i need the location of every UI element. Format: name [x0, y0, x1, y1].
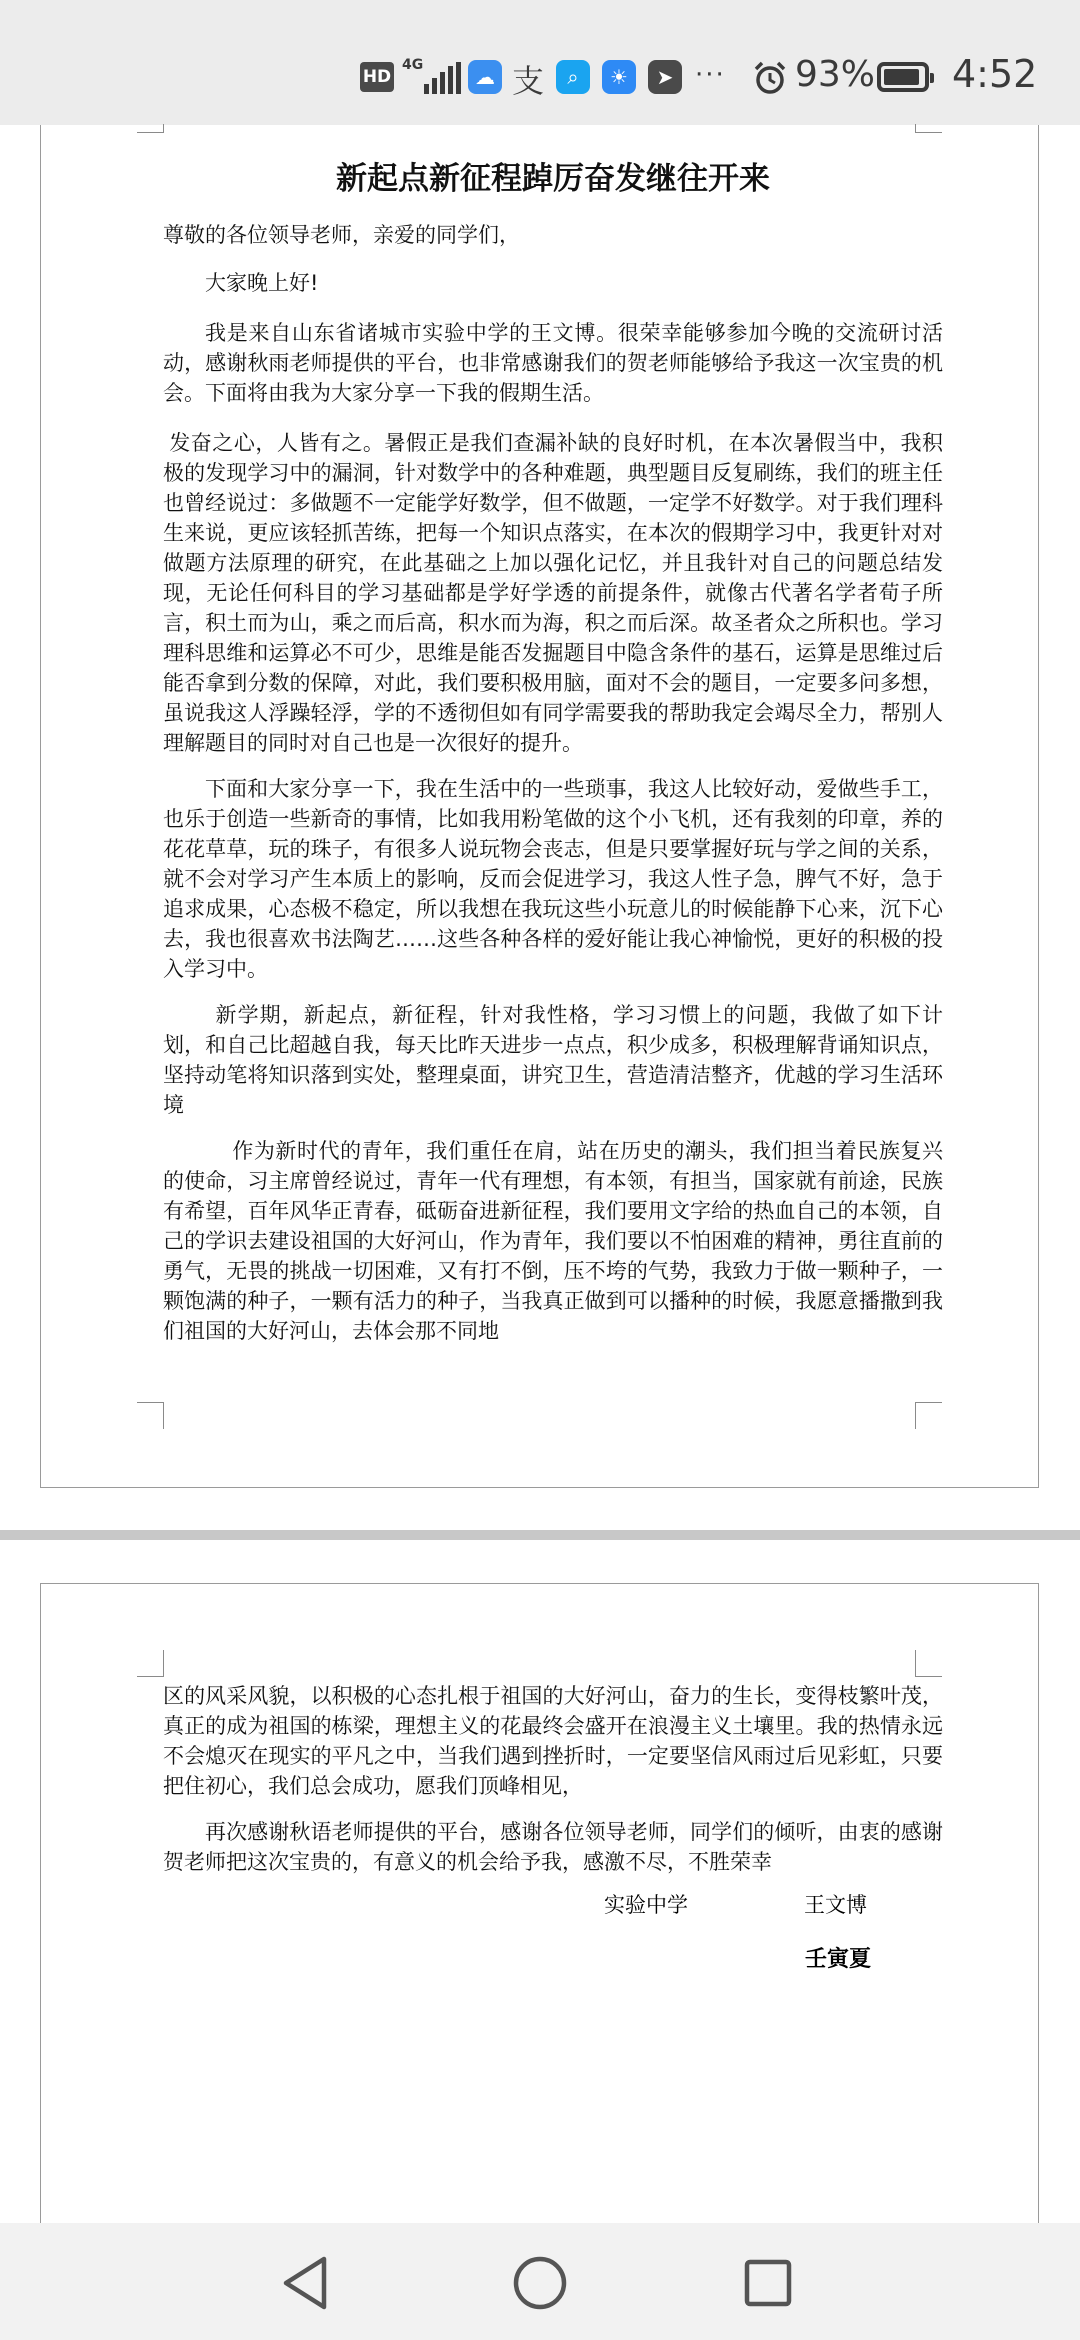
- document-page-1[interactable]: [40, 125, 1039, 1488]
- navigation-bar: [0, 2223, 1080, 2340]
- page-1-content: [163, 135, 943, 1346]
- page-2-content: [163, 1681, 943, 1877]
- status-bar: [0, 0, 1080, 125]
- opening-paragraph: 大家晚上好!: [205, 271, 319, 295]
- cloud-icon: ☁: [468, 60, 502, 94]
- search-app-icon: ⌕: [556, 60, 590, 94]
- alarm-icon: [752, 60, 788, 96]
- battery-percent: 93%: [795, 54, 876, 95]
- body-paragraph: 下面和大家分享一下，我在生活中的一些琐事，我这人比较好动，爱做些手工，也乐于创造一些新奇的事情，比如我用粉笔做的这个小飞机，还有我刻的印章，养的花花草草，玩的珠子，有很多人说玩物会丧志，但是只要掌握好玩与学之间的关系，就不会对学习产生本质上的影响，反而会促进学习，我这人性子急，脾气不好，急于追求成果，心态极不稳定，所以我想在我玩这些小玩意儿的时候能静下心来，沉下心去，我也很喜欢书法陶艺……这些各种各样的爱好能让我心神愉悦，更好的积极的投入学习中。: [163, 777, 943, 981]
- body-paragraph: 我是来自山东省诸城市实验中学的王文博。很荣幸能够参加今晚的交流研讨活动，感谢秋雨老师提供的平台，也非常感谢我们的贺老师能够给予我这一次宝贵的机会。下面将由我为大家分享一下我的假期生活。: [163, 321, 943, 405]
- body-paragraph: 新学期，新起点，新征程，针对我性格，学习习惯上的问题，我做了如下计划，和自己比超越自我，每天比昨天进步一点点，积少成多，积极理解背诵知识点，坚持动笔将知识落到实处，整理桌面，讲究卫生，营造清洁整齐，优越的学习生活环境: [163, 1003, 943, 1117]
- home-icon[interactable]: [500, 2243, 580, 2323]
- alipay-icon: 支: [512, 62, 545, 100]
- recents-icon[interactable]: [728, 2243, 808, 2323]
- body-paragraph: 区的风采风貌，以积极的心态扎根于祖国的大好河山，奋力的生长，变得枝繁叶茂，真正的成为祖国的栋梁，理想主义的花最终会盛开在浪漫主义土壤里。我的热情永远不会熄灭在现实的平凡之中，当我们遇到挫折时，一定要坚信风雨过后见彩虹，只要把住初心，我们总会成功，愿我们顶峰相见，: [163, 1684, 943, 1798]
- body-paragraph: 发奋之心，人皆有之。暑假正是我们查漏补缺的良好时机，在本次暑假当中，我积极的发现学习中的漏洞，针对数学中的各种难题，典型题目反复刷练，我们的班主任也曾经说过：多做题不一定能学好数学，但不做题，一定学不好数学。对于我们理科生来说，更应该轻抓苦练，把每一个知识点落实，在本次的假期学习中，我更针对对做题方法原理的研究，在此基础之上加以强化记忆，并且我针对自己的问题总结发现，无论任何科目的学习基础都是学好学透的前提条件，就像古代著名学者荀子所言，积土而为山，乘之而后高，积水而为海，积之而后深。故圣者众之所积也。学习理科思维和运算必不可少，思维是能否发掘题目中隐含条件的基石，运算是思维过后能否拿到分数的保障，对此，我们要积极用脑，面对不会的题目，一定要多问多想，虽说我这人浮躁轻浮，学的不透彻但如有同学需要我的帮助我定会竭尽全力，帮别人理解题目的同时对自己也是一次很好的提升。: [163, 431, 943, 755]
- body-paragraph: 作为新时代的青年，我们重任在肩，站在历史的潮头，我们担当着民族复兴的使命，习主席曾经说过，青年一代有理想，有本领，有担当，国家就有前途，民族有希望，百年风华正青春，砥砺奋进新征程，我们要用文字给的热血自己的本领，自己的学识去建设祖国的大好河山，作为青年，我们要以不怕困难的精神，勇往直前的勇气，无畏的挑战一切困难，又有打不倒，压不垮的气势，我致力于做一颗种子，一颗饱满的种子，一颗有活力的种子，当我真正做到可以播种的时候，我愿意播撒到我们祖国的大好河山，去体会那不同地: [163, 1139, 943, 1343]
- network-type-label: 4G: [402, 57, 424, 73]
- hd-icon: HD: [360, 62, 394, 92]
- page-separator: [0, 1530, 1080, 1540]
- signature-date: 壬寅夏: [805, 1947, 872, 1972]
- share-app-icon: ➤: [648, 60, 682, 94]
- crop-mark: [915, 1402, 942, 1429]
- battery-level-fill: [884, 69, 919, 85]
- weather-icon: ☀: [602, 60, 636, 94]
- crop-mark: [915, 1650, 942, 1677]
- signature-school: 实验中学: [604, 1893, 688, 1917]
- battery-icon: [877, 62, 929, 92]
- clock: 4:52: [952, 52, 1038, 96]
- closing-paragraph: 再次感谢秋语老师提供的平台，感谢各位领导老师，同学们的倾听，由衷的感谢贺老师把这次宝贵的，有意义的机会给予我，感激不尽，不胜荣幸: [163, 1820, 943, 1874]
- crop-mark: [915, 124, 942, 133]
- more-notifications-icon: ···: [695, 60, 726, 90]
- crop-mark: [137, 1650, 164, 1677]
- crop-mark: [137, 124, 164, 133]
- greeting-paragraph: 尊敬的各位领导老师，亲爱的同学们，: [163, 223, 520, 247]
- crop-mark: [137, 1402, 164, 1429]
- back-icon[interactable]: [268, 2243, 348, 2323]
- signature-name: 王文博: [804, 1893, 867, 1917]
- document-title: 新起点新征程踔厉奋发继往开来: [336, 161, 770, 197]
- signal-icon: [420, 62, 460, 94]
